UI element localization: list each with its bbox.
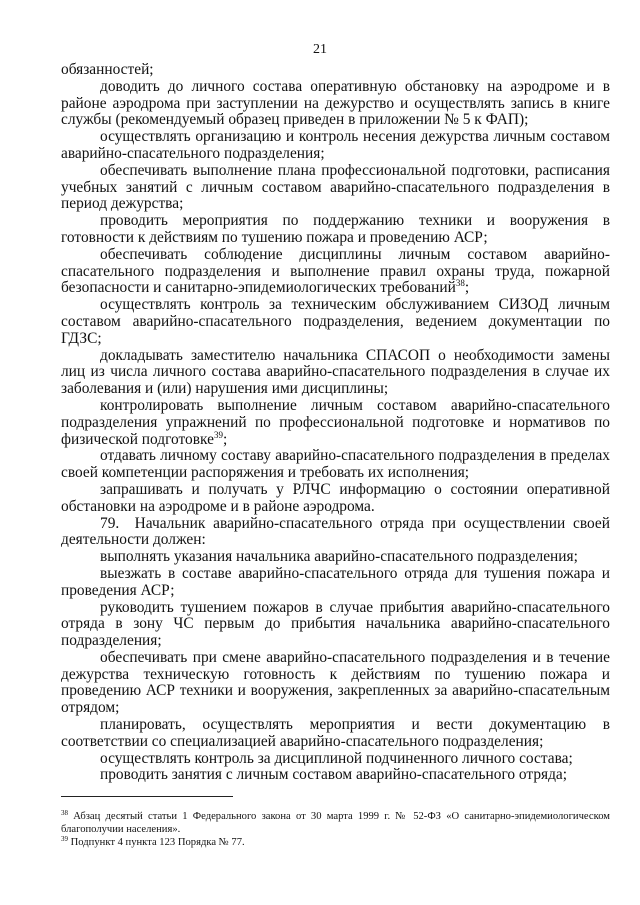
paragraph: докладывать заместителю начальника СПАСОП о необходимости замены лиц из числа личного состава аварийно-спасательного подразделения в случае их заболевания и (или) нарушения ими дисциплины; <box>61 346 610 398</box>
paragraph: осуществлять организацию и контроль несения дежурства личным составом аварийно-спасательного подразделения; <box>61 128 610 162</box>
paragraph: проводить мероприятия по поддержанию техники и вооружения в готовности к действиям по тушению пожара и проведению АСР; <box>61 212 610 246</box>
paragraph: обеспечивать соблюдение дисциплины личным составом аварийно-спасательного подразделения и выполнение правил охраны труда, пожарной безопасности и санитарно-эпидемиологических требований$^{38}$; <box>61 245 610 297</box>
paragraph: осуществлять контроль за техническим обслуживанием СИЗОД личным составом аварийно-спасательного подразделения, ведением документации по ГДЗС; <box>61 296 610 347</box>
paragraph: обеспечивать при смене аварийно-спасательного подразделения и в течение дежурства техническую готовность к действиям по тушению пожара и проведению АСР техники и вооружения, закрепленных за аварийно-спасательным отрядом; <box>61 648 610 717</box>
page-number: 21 <box>313 42 327 57</box>
paragraph: выезжать в составе аварийно-спасательного отряда для тушения пожара и проведения АСР; <box>61 564 610 599</box>
footnote-number: 38 <box>61 809 68 817</box>
paragraph: осуществлять контроль за дисциплиной подчиненного личного состава; <box>100 749 573 767</box>
paragraph: запрашивать и получать у РЛЧС информацию о состоянии оперативной обстановки на аэродроме и в районе аэродрома. <box>61 480 610 515</box>
paragraph: обеспечивать выполнение плана профессиональной подготовки, расписания учебных занятий с личным составом аварийно-спасательного подразделения в период дежурства; <box>61 161 610 213</box>
paragraph: контролировать выполнение личным составом аварийно-спасательного подразделения упражнений по профессиональной подготовке и нормативов по физической подготовке$^{39}$; <box>61 396 610 448</box>
paragraph: доводить до личного состава оперативную обстановку на аэродроме и в районе аэродрома при заступлении на дежурство и осуществлять запись в книге службы (рекомендуемый образец приведен в приложении № 5 к ФАП); <box>61 77 610 129</box>
footnote-ref: 39 <box>213 429 223 440</box>
paragraph: проводить занятия с личным составом аварийно-спасательного отряда; <box>100 766 568 784</box>
footnote-number: 39 <box>61 835 68 843</box>
footnotes <box>61 810 610 849</box>
footnote: $^{38}$ Абзац десятый статьи 1 Федерального закона от 30 марта 1999 г. № 52-ФЗ «О санитарно-эпидемиологическом благополучии населения». <box>61 809 610 835</box>
paragraph: планировать, осуществлять мероприятия и вести документацию в соответствии со специализацией аварийно-спасательного подразделения; <box>61 716 610 750</box>
paragraph: обязанностей; <box>61 61 154 78</box>
paragraph: выполнять указания начальника аварийно-спасательного подразделения; <box>100 548 578 566</box>
footnote-ref: 38 <box>455 278 465 289</box>
paragraph: руководить тушением пожаров в случае прибытия аварийно-спасательного отряда в зону ЧС первым до прибытия начальника аварийно-спасательного подразделения; <box>61 598 610 650</box>
footnote: $^{39}$ Подпункт 4 пункта 123 Порядка № 77. <box>61 835 245 848</box>
footnote-divider <box>61 796 233 797</box>
numbered-paragraph: 79. Начальник аварийно-спасательного отряда при осуществлении своей деятельности должен: <box>61 514 610 549</box>
paragraph: отдавать личному составу аварийно-спасательного подразделения в пределах своей компетенции распоряжения и требовать их исполнения; <box>61 447 610 482</box>
body-text <box>61 62 610 784</box>
